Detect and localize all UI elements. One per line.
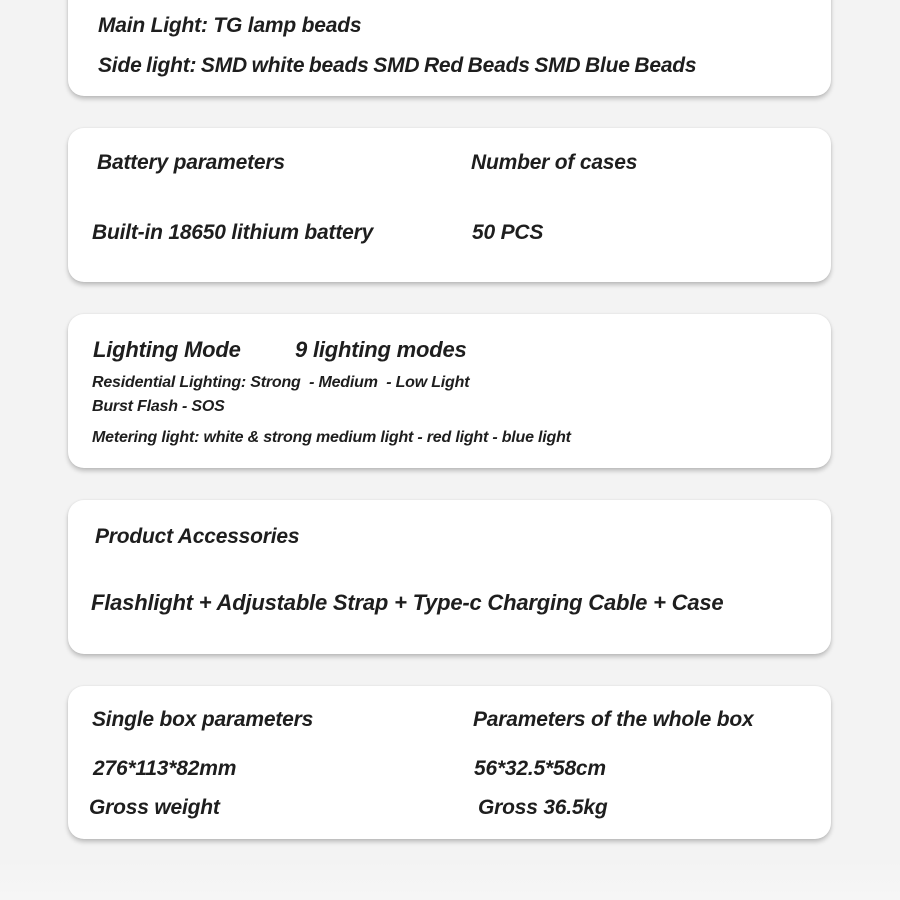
background-fade	[0, 860, 900, 900]
cases-value: 50 PCS	[472, 221, 544, 244]
accessories-label: Product Accessories	[95, 525, 300, 548]
residential-lighting-text: Residential Lighting: Strong - Medium - Low Light	[92, 374, 470, 391]
side-light-text: Side light: SMD white beads SMD Red Beads SMD Blue Beads	[98, 54, 697, 77]
battery-card	[68, 128, 831, 282]
cases-label: Number of cases	[471, 151, 638, 174]
battery-value: Built-in 18650 lithium battery	[92, 221, 374, 244]
whole-box-weight: Gross 36.5kg	[478, 796, 608, 819]
accessories-card	[68, 500, 831, 654]
whole-box-size: 56*32.5*58cm	[474, 757, 606, 780]
single-box-label: Single box parameters	[92, 708, 314, 731]
light-source-card	[68, 0, 831, 96]
whole-box-label: Parameters of the whole box	[473, 708, 754, 731]
battery-label: Battery parameters	[97, 151, 285, 174]
main-light-text: Main Light: TG lamp beads	[98, 14, 362, 37]
lighting-mode-card	[68, 314, 831, 468]
lighting-mode-value: 9 lighting modes	[295, 337, 467, 362]
single-box-weight: Gross weight	[89, 796, 220, 819]
accessories-value: Flashlight + Adjustable Strap + Type-c Charging Cable + Case	[91, 590, 724, 615]
burst-flash-text: Burst Flash - SOS	[92, 398, 225, 415]
metering-light-text: Metering light: white & strong medium light - red light - blue light	[92, 429, 571, 446]
single-box-size: 276*113*82mm	[93, 757, 237, 780]
box-parameters-card	[68, 686, 831, 839]
lighting-mode-label: Lighting Mode	[93, 337, 241, 362]
